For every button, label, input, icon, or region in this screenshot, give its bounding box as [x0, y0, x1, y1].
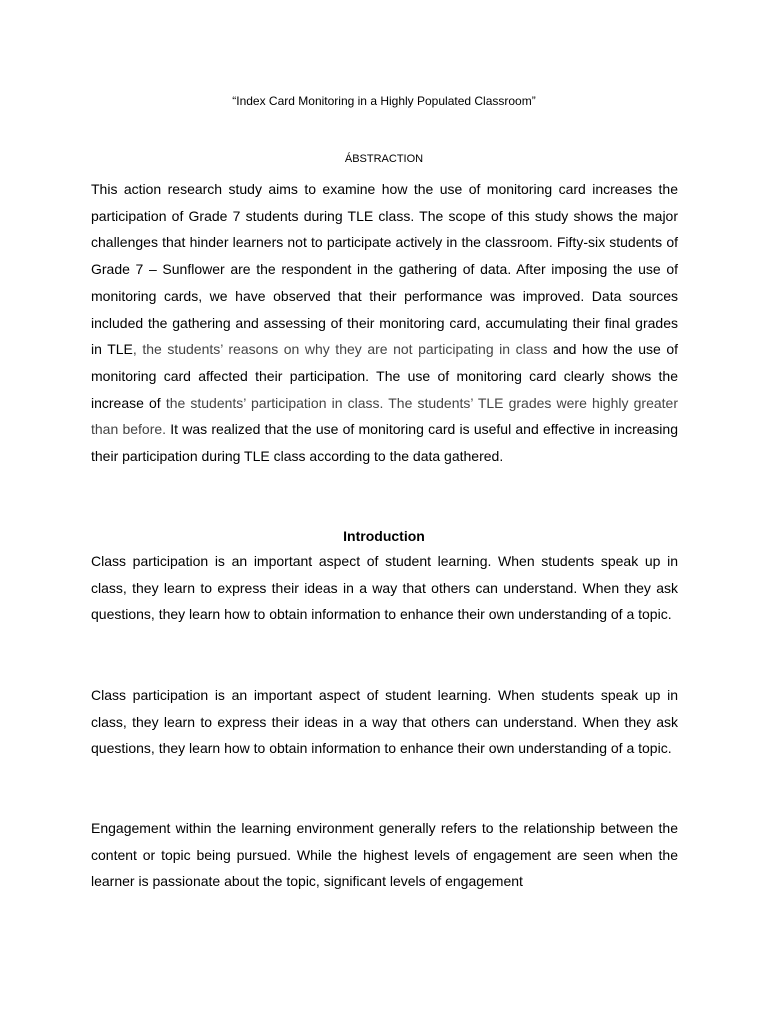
abstract-paragraph — [91, 176, 678, 470]
introduction-paragraph-3: Engagement within the learning environment generally refers to the relationship between the content or topic being pursued. While the highest levels of engagement are seen when the learner is passionate about the topic, significant levels of engagement — [91, 820, 678, 890]
introduction-paragraph-1: Class participation is an important aspect of student learning. When students speak up in class, they learn to express their ideas in a way that others can understand. When they ask questions, they learn how to obtain information to enhance their own understanding of a topic. — [91, 553, 678, 623]
introduction-paragraph-2: Class participation is an important aspect of student learning. When students speak up in class, they learn to express their ideas in a way that others can understand. When they ask questions, they learn how to obtain information to enhance their own understanding of a topic. — [91, 687, 678, 757]
document-title: “Index Card Monitoring in a Highly Populated Classroom” — [232, 94, 536, 108]
abstract-text-part-3: and how the use of monitoring card affected their participation. The use of monitoring card clearly shows the increase of — [91, 341, 678, 411]
abstract-text-part-5: It was realized that the use of monitoring card is useful and effective in increasing their participation during TLE class according to the data gathered. — [91, 421, 678, 465]
abstract-heading: ÁBSTRACTION — [344, 153, 424, 165]
abstract-text-part-2: , the students’ reasons on why they are not participating in class — [132, 341, 548, 358]
introduction-heading: Introduction — [343, 528, 425, 544]
abstract-text-part-4: the students’ participation in class. The students’ TLE grades were highly greater than before. — [91, 394, 678, 438]
abstract-text-part-1: This action research study aims to examine how the use of monitoring card increases the participation of Grade 7 students during TLE class. The scope of this study shows the major challenges that hinder learners not to participate actively in the classroom. Fifty-six students of Grade 7 – Sunflower are the respondent in the gathering of data. After imposing the use of monitoring cards, we have observed that their performance was improved. Data sources included the gathering and assessing of their monitoring card, accumulating their final grades in TLE — [91, 181, 678, 358]
